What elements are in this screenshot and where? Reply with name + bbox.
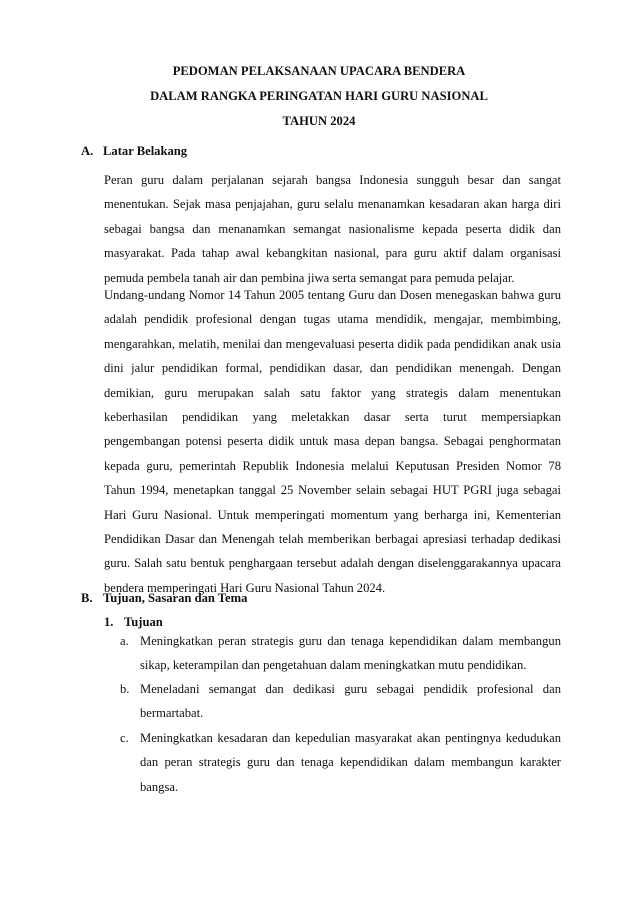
list-marker: c. [120, 731, 129, 745]
list-item-text: Meneladani semangat dan dedikasi guru sebagai pendidik profesional dan bermartabat. [140, 682, 561, 721]
list-item [120, 629, 561, 678]
document-title-line-1: PEDOMAN PELAKSANAAN UPACARA BENDERA [172, 64, 466, 78]
section-a-paragraph-2: Undang-undang Nomor 14 Tahun 2005 tentang Guru dan Dosen menegaskan bahwa guru adalah pendidik profesional dengan tugas utama mendidik, mengajar, membimbing, mengarahkan, melatih, menilai dan mengevaluasi peserta didik pada pendidikan anak usia dini jalur pendidikan formal, pendidikan dasar, dan pendidikan menengah. Dengan demikian, guru merupakan salah satu faktor yang strategis dalam menentukan keberhasilan pendidikan yang meletakkan dasar serta turut mempersiapkan pengembangan potensi peserta didik untuk masa depan bangsa. Sebagai penghormatan kepada guru, pemerintah Republik Indonesia melalui Keputusan Presiden Nomor 78 Tahun 1994, menetapkan tanggal 25 November selain sebagai HUT PGRI juga sebagai Hari Guru Nasional. Untuk memperingati momentum yang berharga ini, Kementerian Pendidikan Dasar dan Menengah telah memberikan berbagai apresiasi terhadap dedikasi guru. Salah satu bentuk penghargaan tersebut adalah dengan diselenggarakannya upacara bendera memperingati Hari Guru Nasional Tahun 2024. [104, 288, 561, 595]
list-marker: a. [120, 634, 129, 648]
list-item [120, 677, 561, 726]
list-item-text: Meningkatkan peran strategis guru dan tenaga kependidikan dalam membangun sikap, keterampilan dan pengetahuan dalam meningkatkan mutu pendidikan. [140, 634, 561, 673]
section-a-paragraph-1: Peran guru dalam perjalanan sejarah bangsa Indonesia sungguh besar dan sangat menentukan. Sejak masa penjajahan, guru selalu menanamkan kesadaran akan harga diri sebagai bangsa dan menanamkan semangat nasionalisme kepada peserta didik dan masyarakat. Pada tahap awal kebangkitan nasional, para guru aktif dalam organisasi pemuda pembela tanah air dan pembina jiwa serta semangat para pemuda pelajar. [104, 173, 561, 285]
subsection-1-title: Tujuan [124, 615, 163, 629]
section-a-letter: A. [81, 144, 94, 158]
section-b-letter: B. [81, 591, 93, 605]
subsection-1-heading [104, 615, 163, 630]
section-b-title: Tujuan, Sasaran dan Tema [103, 591, 248, 605]
list-item-text: Meningkatkan kesadaran dan kepedulian masyarakat akan pentingnya kedudukan dan peran strategis guru dan tenaga kependidikan dalam membangun karakter bangsa. [140, 731, 561, 794]
section-a-title: Latar Belakang [103, 144, 188, 158]
section-b-heading [81, 591, 247, 606]
subsection-1-number: 1. [104, 615, 114, 629]
list-item [120, 726, 561, 799]
section-a-heading [81, 144, 187, 159]
list-marker: b. [120, 682, 130, 696]
document-title-line-3: TAHUN 2024 [282, 114, 356, 128]
document-title-line-2: DALAM RANGKA PERINGATAN HARI GURU NASIONAL [150, 89, 488, 103]
